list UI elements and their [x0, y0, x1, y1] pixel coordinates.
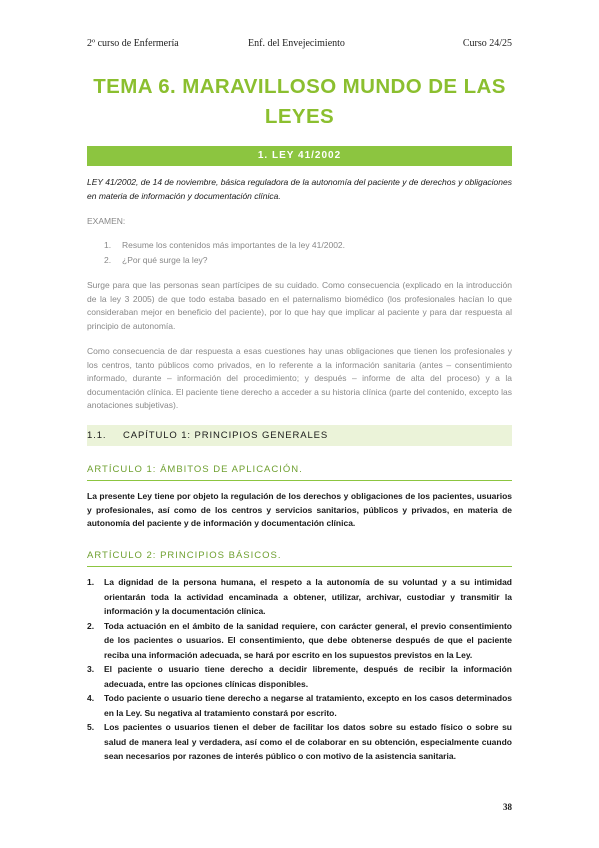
page-title: TEMA 6. MARAVILLOSO MUNDO DE LAS LEYES [93, 75, 506, 128]
page-number: 38 [503, 802, 512, 812]
subsection-heading [87, 425, 512, 446]
article-heading: ARTÍCULO 1: ÁMBITOS DE APLICACIÓN. [87, 463, 512, 481]
exam-item: 2. ¿Por qué surge la ley? [104, 255, 208, 265]
paragraph: Surge para que las personas sean partícipes de su cuidado. Como consecuencia (explicado en la introducción de la ley 3 2005) de que todo estaba basado en el paternalismo biomédico (los profesionales hacían lo que consideraban mejor en beneficio del paciente), por lo que hay que implicar al paciente y para dar respuesta al principio de autonomía. [87, 280, 512, 331]
exam-list [104, 238, 512, 268]
exam-label: EXAMEN: [87, 216, 126, 226]
subsection-label: CAPÍTULO 1: PRINCIPIOS GENERALES [123, 430, 329, 441]
list-item: 5. Los pacientes o usuarios tienen el deber de facilitar los datos sobre su estado físico o sobre su salud de manera leal y verdadera, así como el de colaborar en su obtención, especialmente cuando sean necesarios por razones de interés público o con motivo de la asistencia sanitaria. [87, 722, 512, 761]
law-intro: LEY 41/2002, de 14 de noviembre, básica reguladora de la autonomía del paciente y de derechos y obligaciones en materia de información y documentación clínica. [87, 177, 512, 201]
list-item: 2. Toda actuación en el ámbito de la sanidad requiere, con carácter general, el previo consentimiento de los pacientes o usuarios. El consentimiento, que debe obtenerse después de que el paciente reciba una información adecuada, se hará por escrito en los supuestos previstos en la Ley. [87, 620, 512, 660]
subsection-number: 1.1. [87, 430, 107, 441]
section-heading: 1. LEY 41/2002 [87, 146, 512, 166]
article-text: La presente Ley tiene por objeto la regulación de los derechos y obligaciones de los pacientes, usuarios y profesionales, así como de los centros y servicios sanitarios, públicos y privados, en materia de autonomía del paciente y de información y documentación clínica. [87, 491, 512, 528]
article-heading: ARTÍCULO 2: PRINCIPIOS BÁSICOS. [87, 549, 512, 567]
header-year: Curso 24/25 [462, 38, 512, 49]
paragraph: Como consecuencia de dar respuesta a esas cuestiones hay unas obligaciones que tienen los profesionales y los centros, tanto públicos como privados, en lo referente a la información sanitaria (antes – consentimiento informado, durante – información del procedimiento; y después – informe de alta del proceso) y a la documentación clínica. El paciente tiene derecho a acceder a su historia clínica (parte del contenido, excepto las anotaciones subjetivas). [87, 346, 512, 410]
header-course: 2º curso de Enfermería [87, 38, 179, 49]
list-item: 4. Todo paciente o usuario tiene derecho a negarse al tratamiento, excepto en los casos determinados en la Ley. Su negativa al tratamiento constará por escrito. [87, 693, 512, 718]
list-item: 1. La dignidad de la persona humana, el respeto a la autonomía de su voluntad y a su intimidad orientarán toda la actividad encaminada a obtener, utilizar, archivar, custodiar y transmitir la información y la documentación clínica. [87, 577, 512, 616]
list-item: 3. El paciente o usuario tiene derecho a decidir libremente, después de recibir la información adecuada, entre las opciones clínicas disponibles. [87, 664, 512, 689]
exam-item: 1. Resume los contenidos más importantes de la ley 41/2002. [104, 240, 346, 250]
header-subject: Enf. del Envejecimiento [248, 38, 345, 49]
article-list [87, 575, 512, 764]
page-header [87, 38, 512, 52]
